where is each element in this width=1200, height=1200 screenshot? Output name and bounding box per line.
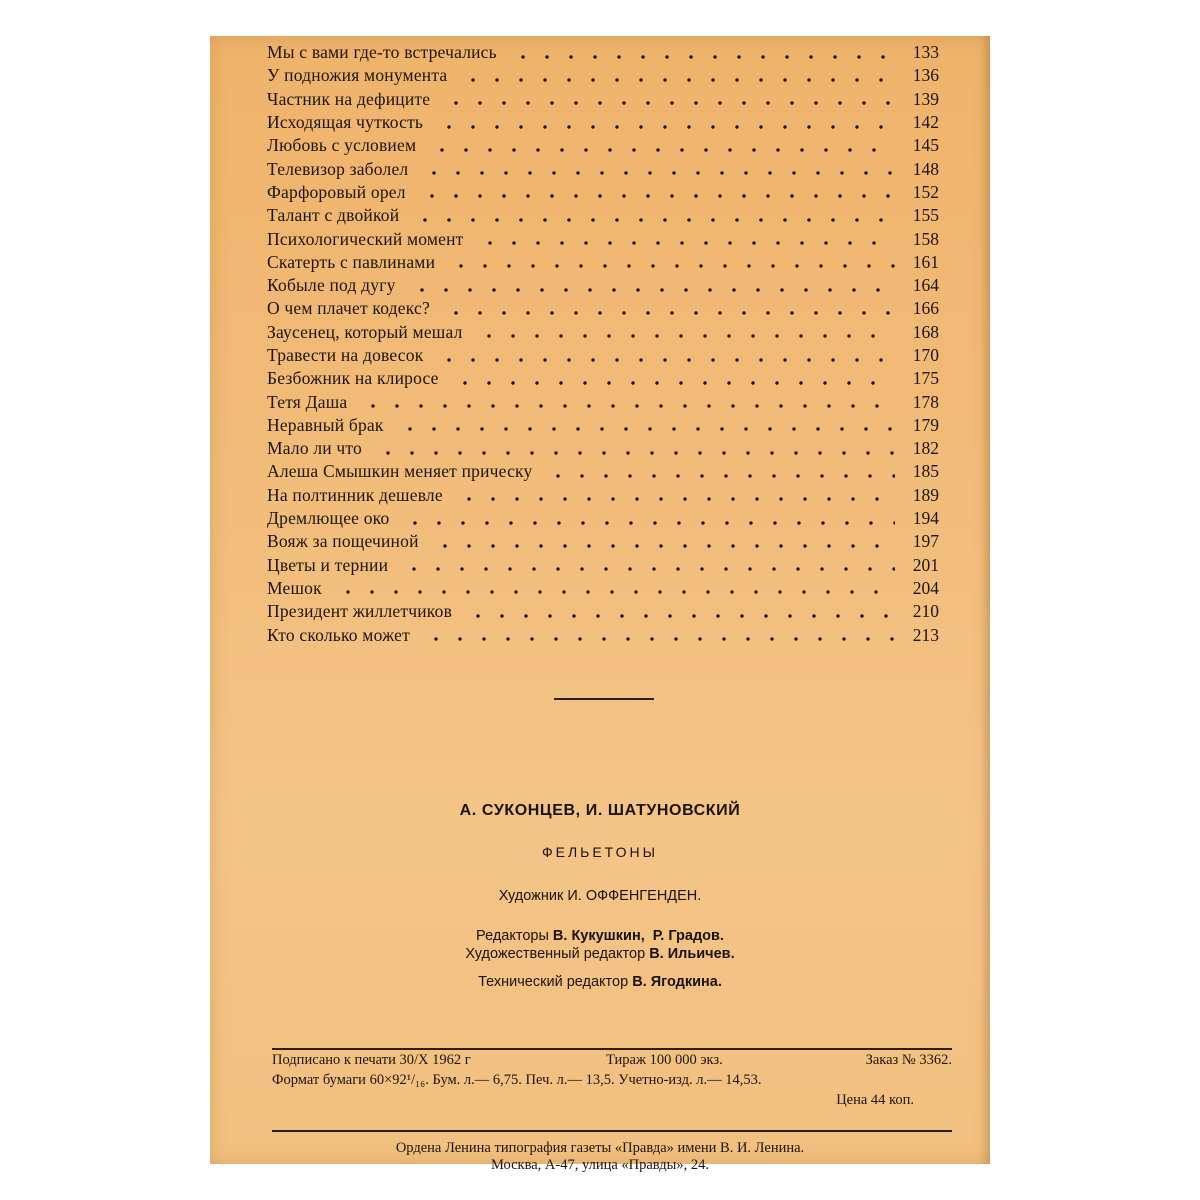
- toc-leader-dots: [353, 404, 895, 408]
- toc-entry: [267, 507, 939, 530]
- section-divider: [554, 698, 654, 700]
- toc-leader-dots: [436, 101, 895, 105]
- toc-leader-dots: [503, 55, 895, 59]
- toc-entry: [267, 344, 939, 367]
- toc-entry-title: Алеша Смышкин меняет прическу: [267, 461, 533, 482]
- toc-entry-title: Психологический момент: [267, 228, 464, 249]
- editors-label: Редакторы: [476, 928, 549, 944]
- toc-leader-dots: [328, 590, 895, 594]
- toc-entry-title: Неравный брак: [267, 414, 384, 435]
- toc-entry-title: Травести на довесок: [267, 345, 424, 365]
- toc-entry: [267, 41, 939, 64]
- toc-entry-title: Президент жиллетчиков: [267, 601, 453, 622]
- imprint-bottom-rule: [272, 1130, 952, 1132]
- toc-entry: [267, 227, 939, 250]
- toc-entry: [267, 181, 939, 204]
- toc-leader-dots: [538, 474, 895, 478]
- toc-entry-title: Мешок: [267, 577, 322, 598]
- toc-entry-title: О чем плачет кодекс?: [267, 298, 430, 319]
- toc-entry: [267, 623, 939, 646]
- toc-entry: [267, 64, 939, 87]
- toc-entry: [267, 157, 939, 180]
- toc-entry-page: 142: [912, 112, 939, 133]
- toc-entry: [267, 484, 939, 507]
- toc-entry-page: 179: [912, 414, 939, 435]
- print-run: Тираж 100 000 экз.: [606, 1052, 723, 1068]
- toc-entry-title: У подножия монумента: [267, 65, 448, 86]
- artist-label: Художник: [498, 888, 564, 904]
- toc-leader-dots: [425, 544, 895, 548]
- toc-entry-title: Фарфоровый орел: [267, 181, 406, 202]
- toc-entry-page: 152: [912, 181, 939, 202]
- toc-entry: [267, 437, 939, 460]
- toc-leader-dots: [445, 381, 895, 385]
- toc-entry: [267, 600, 939, 623]
- toc-entry-page: 178: [912, 391, 939, 412]
- toc-entry: [267, 88, 939, 111]
- editor-2: Р. Градов.: [652, 928, 724, 944]
- toc-entry-title: Тетя Даша: [267, 391, 348, 412]
- toc-entry-page: 136: [912, 65, 939, 86]
- toc-entry-page: 155: [912, 205, 939, 226]
- toc-entry: [267, 111, 939, 134]
- toc-entry-page: 185: [912, 461, 939, 482]
- toc-entry: [267, 414, 939, 437]
- toc-entry-page: 197: [912, 531, 939, 552]
- toc-leader-dots: [436, 311, 895, 315]
- table-of-contents: [267, 41, 939, 647]
- toc-entry-title: Исходящая чуткость: [267, 112, 424, 133]
- toc-leader-dots: [422, 148, 895, 152]
- toc-leader-dots: [453, 78, 895, 82]
- toc-entry-page: 168: [912, 321, 939, 342]
- toc-entry-title: Дремлющее око: [267, 508, 390, 529]
- toc-leader-dots: [469, 334, 895, 338]
- toc-entry: [267, 460, 939, 483]
- toc-entry-page: 189: [912, 484, 939, 505]
- toc-entry-title: Талант с двойкой: [267, 205, 400, 226]
- toc-entry: [267, 554, 939, 577]
- toc-entry-page: 210: [912, 601, 939, 622]
- toc-entry-title: Кто сколько может: [267, 624, 410, 645]
- toc-entry-page: 194: [912, 508, 939, 529]
- toc-entry-title: Любовь с условием: [267, 135, 417, 156]
- toc-entry-title: Вояж за пощечиной: [267, 531, 419, 552]
- toc-leader-dots: [416, 637, 895, 641]
- toc-entry: [267, 297, 939, 320]
- toc-entry-title: Мы с вами где-то встречались: [267, 42, 497, 63]
- toc-leader-dots: [414, 171, 895, 175]
- toc-entry: [267, 367, 939, 390]
- toc-entry-title: Скатерть с павлинами: [267, 251, 436, 272]
- toc-entry-title: Безбожник на клиросе: [267, 368, 439, 389]
- toc-leader-dots: [412, 194, 895, 198]
- toc-leader-dots: [390, 427, 895, 431]
- art-editor-name: В. Ильичев.: [649, 946, 735, 962]
- toc-entry-page: 161: [912, 251, 939, 272]
- book-title: ФЕЛЬЕТОНЫ: [541, 844, 658, 860]
- toc-entry: [267, 530, 939, 553]
- signed-to-print: Подписано к печати 30/X 1962 г: [272, 1052, 471, 1068]
- printer-line-1: Ордена Ленина типография газеты «Правда» имени В. И. Ленина.: [395, 1140, 805, 1156]
- toc-entry-page: 139: [912, 88, 939, 109]
- toc-leader-dots: [394, 567, 895, 571]
- artist-credit: [210, 888, 990, 904]
- toc-leader-dots: [458, 614, 895, 618]
- toc-leader-dots: [449, 497, 895, 501]
- toc-entry: [267, 274, 939, 297]
- toc-entry-page: 158: [912, 228, 939, 249]
- toc-entry: [267, 251, 939, 274]
- price: Цена 44 коп.: [836, 1092, 914, 1108]
- toc-entry-title: Кобыле под дугу: [267, 275, 396, 296]
- toc-entry-page: 204: [912, 577, 939, 598]
- tech-editor-credit: [210, 974, 990, 990]
- toc-leader-dots: [368, 451, 895, 455]
- toc-leader-dots: [470, 241, 895, 245]
- toc-entry-title: Мало ли что: [267, 438, 362, 459]
- tech-editor-label: Технический редактор: [478, 974, 629, 990]
- toc-entry-page: 166: [912, 298, 939, 319]
- toc-entry-page: 145: [912, 135, 939, 156]
- printer-line-2: Москва, А-47, улица «Правды», 24.: [490, 1157, 710, 1173]
- toc-leader-dots: [429, 358, 895, 362]
- toc-leader-dots: [429, 125, 895, 129]
- paper-format: Формат бумаги 60×92¹/₁₆. Бум. л.— 6,75. Печ. л.— 13,5. Учетно-изд. л.— 14,53.: [272, 1072, 762, 1088]
- toc-leader-dots: [395, 521, 895, 525]
- toc-entry-title: Цветы и тернии: [267, 554, 389, 575]
- imprint-top-rule: [272, 1048, 952, 1050]
- editor-1: В. Кукушкин,: [552, 928, 645, 944]
- toc-entry-page: 175: [912, 368, 939, 389]
- artist-name: И. ОФФЕНГЕНДЕН.: [567, 888, 702, 904]
- toc-leader-dots: [405, 218, 895, 222]
- toc-entry: [267, 321, 939, 344]
- toc-entry-page: 133: [912, 42, 939, 63]
- toc-entry: [267, 204, 939, 227]
- toc-entry-title: На полтинник дешевле: [267, 484, 443, 505]
- book-page: [210, 36, 990, 1173]
- toc-entry-page: 213: [912, 624, 939, 645]
- toc-entry-title: Заусенец, который мешал: [267, 321, 463, 342]
- toc-entry-page: 201: [912, 554, 939, 575]
- toc-entry-page: 148: [912, 158, 939, 179]
- toc-entry-page: 182: [912, 438, 939, 459]
- order-number: Заказ № 3362.: [865, 1052, 952, 1068]
- toc-entry: [267, 577, 939, 600]
- tech-editor-name: В. Ягодкина.: [632, 974, 722, 990]
- toc-entry-title: Частник на дефиците: [267, 88, 431, 109]
- toc-entry: [267, 134, 939, 157]
- editors-credit: [210, 928, 990, 944]
- toc-entry-page: 164: [912, 275, 939, 296]
- toc-entry-title: Телевизор заболел: [267, 158, 409, 179]
- toc-entry: [267, 390, 939, 413]
- toc-entry-page: 170: [912, 345, 939, 365]
- toc-leader-dots: [441, 264, 895, 268]
- toc-leader-dots: [402, 288, 895, 292]
- art-editor-label: Художественный редактор: [465, 946, 646, 962]
- authors: А. СУКОНЦЕВ, И. ШАТУНОВСКИЙ: [459, 802, 741, 819]
- art-editor-credit: [210, 946, 990, 962]
